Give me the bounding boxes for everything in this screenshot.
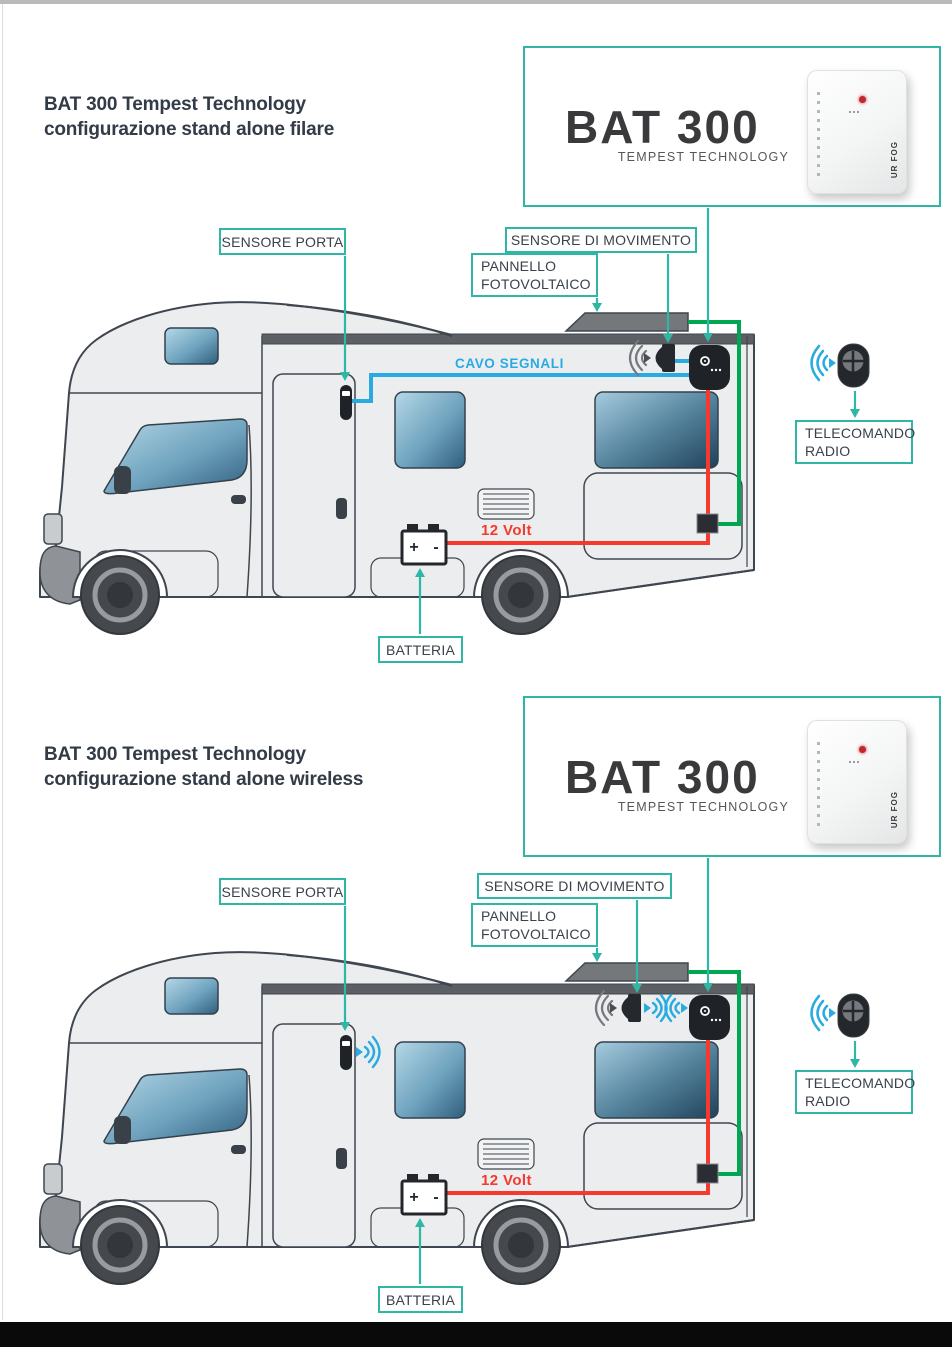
label-sensore-porta: SENSORE PORTA	[219, 228, 346, 255]
device-brand-label: UR FOG	[890, 790, 899, 828]
label-batteria-2: BATTERIA	[378, 1286, 463, 1313]
label-12volt: 12 Volt	[481, 522, 532, 539]
device-vent-dots	[817, 92, 820, 178]
camper-wired-configuration	[40, 208, 869, 634]
label-pannello-fotovoltaico-2: PANNELLO FOTOVOLTAICO	[471, 903, 598, 947]
bat300-subtitle: TEMPEST TECHNOLOGY	[617, 800, 789, 814]
bat300-logo: BAT 300	[565, 751, 760, 803]
label-telecomando-radio-2: TELECOMANDO RADIO	[795, 1070, 913, 1114]
label-sensore-movimento-2: SENSORE DI MOVIMENTO	[477, 873, 672, 899]
device-status-dots	[849, 761, 861, 763]
device-led-icon	[859, 746, 866, 753]
section2-title-line1: BAT 300 Tempest Technology	[44, 744, 306, 765]
battery-terminal-signs-2: + -	[409, 1188, 439, 1206]
bat300-device-photo	[807, 70, 907, 194]
device-status-dots	[849, 111, 861, 113]
label-batteria: BATTERIA	[378, 636, 463, 663]
section2-title-line2: configurazione stand alone wireless	[44, 769, 364, 790]
camper-wireless-configuration	[40, 858, 869, 1284]
label-12volt-2: 12 Volt	[481, 1172, 532, 1189]
section2-title	[44, 742, 363, 792]
bat300-product-card-2	[523, 696, 941, 857]
battery-terminal-signs: + -	[409, 538, 439, 556]
bat300-device-photo	[807, 720, 907, 844]
bat300-product-card	[523, 46, 941, 207]
device-vent-dots	[817, 742, 820, 828]
section1-title-line2: configurazione stand alone filare	[44, 119, 335, 140]
device-led-icon	[859, 96, 866, 103]
bat300-logo: BAT 300	[565, 101, 760, 153]
label-sensore-porta-2: SENSORE PORTA	[219, 878, 346, 905]
label-sensore-movimento: SENSORE DI MOVIMENTO	[505, 227, 697, 253]
section1-title-line1: BAT 300 Tempest Technology	[44, 94, 306, 115]
section1-title	[44, 92, 334, 142]
bat300-subtitle: TEMPEST TECHNOLOGY	[617, 150, 789, 164]
label-telecomando-radio: TELECOMANDO RADIO	[795, 420, 913, 464]
label-cavo-segnali: CAVO SEGNALI	[455, 356, 564, 371]
label-pannello-fotovoltaico: PANNELLO FOTOVOLTAICO	[471, 253, 598, 297]
device-brand-label: UR FOG	[890, 140, 899, 178]
